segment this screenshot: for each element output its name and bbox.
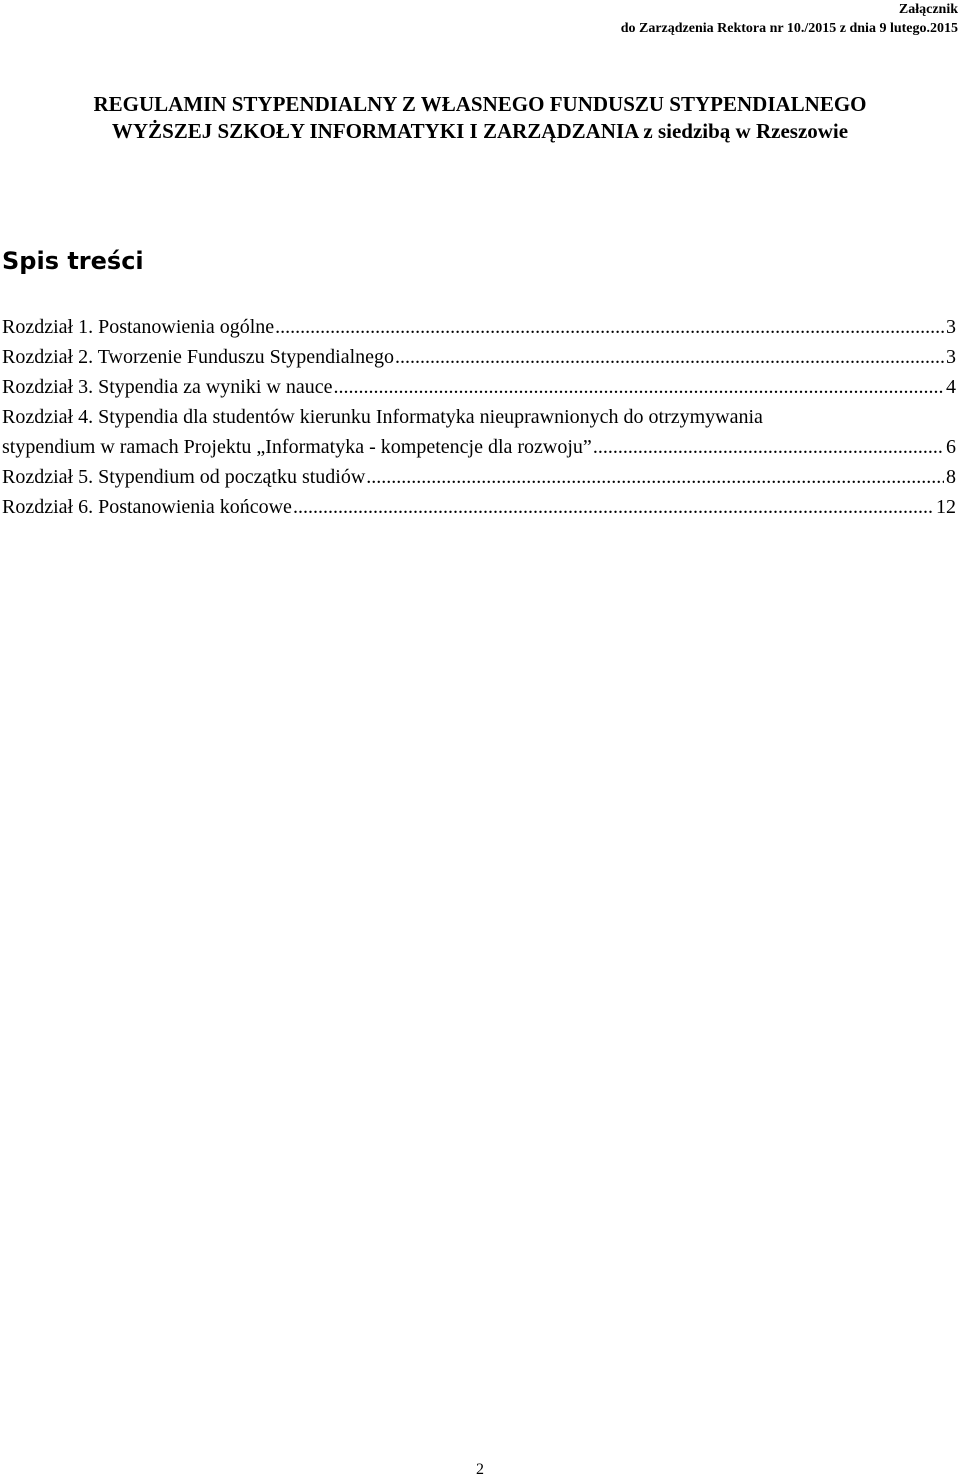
document-title [0, 91, 960, 145]
toc-line [2, 312, 956, 342]
toc-entry-page: 8 [946, 466, 956, 488]
toc-entry-chapter-4[interactable] [2, 402, 956, 462]
annex-header [621, 0, 958, 38]
toc-entry-chapter-6[interactable] [2, 492, 956, 522]
toc-entry-title: Rozdział 1. Postanowienia ogólne [2, 316, 275, 338]
document-title-line-2: WYŻSZEJ SZKOŁY INFORMATYKI I ZARZĄDZANIA z siedzibą w Rzeszowie [111, 119, 849, 143]
toc-entry-title: Rozdział 6. Postanowienia końcowe [2, 496, 292, 518]
toc-entry-title-line-1: Rozdział 4. Stypendia dla studentów kierunku Informatyka nieuprawnionych do otrzymywania [2, 406, 763, 428]
toc-entry-page: 3 [946, 346, 956, 368]
toc-line [2, 432, 956, 462]
toc-entry-chapter-5[interactable] [2, 462, 956, 492]
toc-line [2, 462, 956, 492]
table-of-contents [2, 312, 956, 522]
document-title-line-1: REGULAMIN STYPENDIALNY Z WŁASNEGO FUNDUSZU STYPENDIALNEGO [93, 92, 867, 116]
annex-title: Załącznik [898, 2, 958, 17]
toc-dot-leader [366, 462, 944, 492]
toc-entry-page: 4 [946, 376, 956, 398]
toc-dot-leader [395, 342, 944, 372]
toc-entry-title: Rozdział 2. Tworzenie Funduszu Stypendialnego [2, 346, 395, 368]
annex-reference: do Zarządzenia Rektora nr 10./2015 z dnia 9 lutego.2015 [620, 21, 958, 36]
toc-dot-leader [593, 432, 944, 462]
page-number: 2 [476, 1461, 484, 1478]
toc-line [2, 372, 956, 402]
toc-entry-page: 6 [946, 436, 956, 458]
toc-heading: Spis treści [2, 247, 144, 275]
toc-line [2, 342, 956, 372]
toc-dot-leader [333, 372, 944, 402]
toc-dot-leader [275, 312, 944, 342]
toc-line [2, 492, 956, 522]
toc-entry-page: 12 [936, 496, 956, 518]
toc-entry-page: 3 [946, 316, 956, 338]
toc-entry-title: Rozdział 5. Stypendium od początku studiów [2, 466, 366, 488]
toc-entry-chapter-2[interactable] [2, 342, 956, 372]
toc-entry-title: Rozdział 3. Stypendia za wyniki w nauce [2, 376, 333, 398]
toc-entry-chapter-3[interactable] [2, 372, 956, 402]
toc-entry-title-line-2: stypendium w ramach Projektu „Informatyka - kompetencje dla rozwoju” [2, 436, 592, 458]
toc-dot-leader [293, 492, 934, 522]
toc-entry-chapter-1[interactable] [2, 312, 956, 342]
